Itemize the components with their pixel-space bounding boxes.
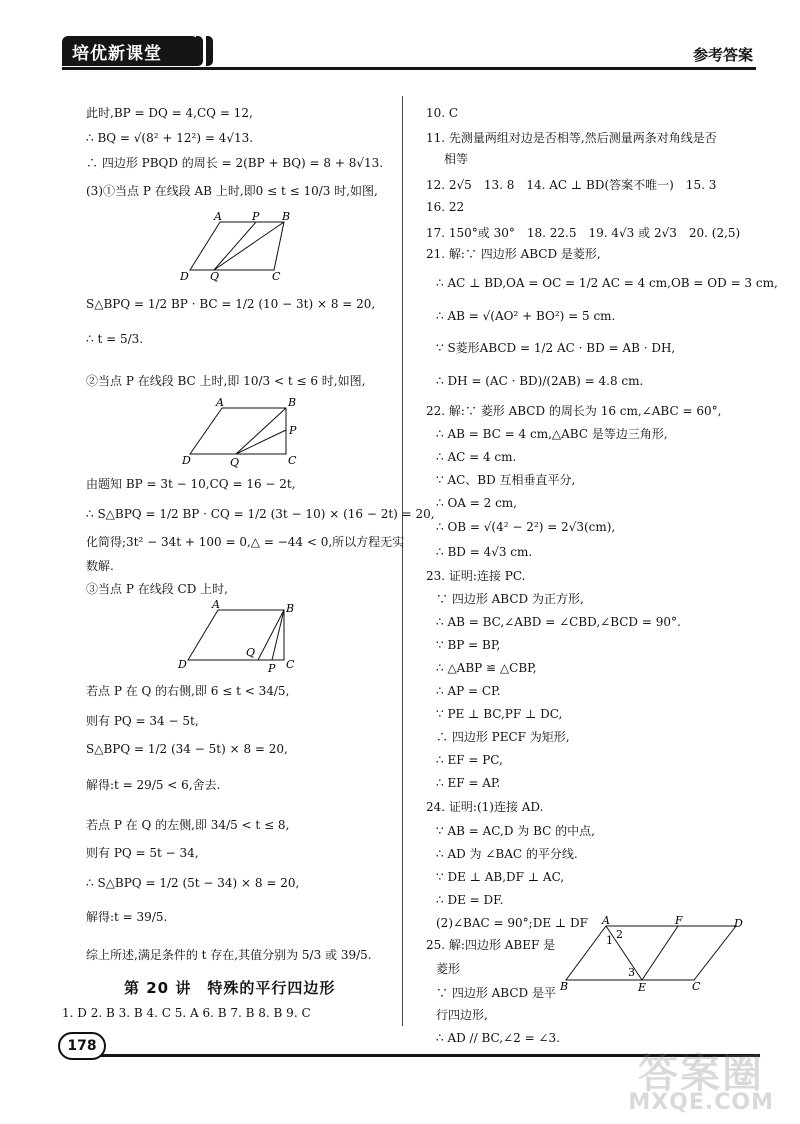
fig-label: P [268, 662, 276, 672]
fig-label: Q [246, 646, 256, 659]
text-line: 则有 PQ = 34 − 5t, [86, 714, 199, 728]
fig-label: A [602, 914, 610, 927]
text-line: 17. 150°或 30° 18. 22.5 19. 4√3 或 2√3 20. (2,5) [426, 226, 741, 240]
text-line: 10. C [426, 106, 459, 120]
fig-label: 3 [628, 966, 635, 979]
text-line: ∵ S菱形ABCD = 1/2 AC · BD = AB · DH, [436, 341, 676, 355]
text-line: ∴ EF = AP. [436, 776, 501, 790]
text-line: ∵ AB = AC,D 为 BC 的中点, [436, 824, 595, 838]
text-line: ∴ DE = DF. [436, 893, 504, 907]
text-line: ∴ OB = √(4² − 2²) = 2√3(cm), [436, 520, 616, 534]
text-line: 11. 先测量两组对边是否相等,然后测量两条对角线是否 [426, 131, 717, 145]
text-line: 解得:t = 39/5. [86, 910, 168, 924]
fig-label: B [282, 212, 291, 223]
fig-label: D [734, 917, 743, 930]
text-line: ②当点 P 在线段 BC 上时,即 10/3 < t ≤ 6 时,如图, [86, 374, 366, 388]
text-line: 数解. [86, 559, 114, 573]
figure-parallelogram-1 [176, 212, 296, 287]
text-line: ③当点 P 在线段 CD 上时, [86, 582, 228, 596]
column-divider [402, 96, 403, 1026]
fig-label: C [692, 980, 701, 992]
book-title: 培优新课堂 [72, 43, 162, 64]
text-line: ∴ AD // BC,∠2 = ∠3. [436, 1031, 560, 1045]
figure-parallelogram-4 [558, 914, 748, 997]
text-line: 23. 证明:连接 PC. [426, 569, 526, 583]
fig-label: P [252, 212, 260, 223]
text-line: ∵ PE ⊥ BC,PF ⊥ DC, [436, 707, 563, 721]
text-line: 菱形 [436, 962, 461, 976]
fig-label: C [288, 454, 297, 467]
fig-label: B [286, 602, 295, 615]
text-line: 16. 22 [426, 200, 465, 214]
text-line: ∴ EF = PC, [436, 753, 503, 767]
text-line: 行四边形, [436, 1008, 488, 1022]
text-line: ∴ BD = 4√3 cm. [436, 545, 533, 559]
text-line: ∴ t = 5/3. [86, 332, 144, 346]
fig-label: D [178, 658, 187, 671]
text-line: ∴ AB = √(AO² + BO²) = 5 cm. [436, 309, 616, 323]
text-line: ∴ S△BPQ = 1/2 BP · CQ = 1/2 (3t − 10) × (16 − 2t) = 20, [86, 507, 435, 521]
fig-label: P [289, 424, 297, 437]
figure-parallelogram-2 [182, 396, 302, 473]
text-line: 此时,BP = DQ = 4,CQ = 12, [86, 106, 253, 120]
text-line: 24. 证明:(1)连接 AD. [426, 800, 544, 814]
header-rule [62, 67, 756, 70]
text-line: 若点 P 在 Q 的左侧,即 34/5 < t ≤ 8, [86, 818, 290, 832]
text-line: 由题知 BP = 3t − 10,CQ = 16 − 2t, [86, 477, 296, 491]
fig-label: F [675, 914, 683, 927]
text-line: 相等 [444, 152, 469, 166]
text-line: ∴ AC = 4 cm. [436, 450, 517, 464]
text-line: ∴ AB = BC,∠ABD = ∠CBD,∠BCD = 90°. [436, 615, 681, 629]
fig-label: Q [230, 456, 240, 468]
page-number: 178 [58, 1032, 106, 1060]
text-line: ∴ AP = CP. [436, 684, 501, 698]
section-heading: 第 20 讲 特殊的平行四边形 [124, 979, 336, 997]
text-line: ∵ 四边形 ABCD 是平 [436, 986, 556, 1000]
text-line: ∵ DE ⊥ AB,DF ⊥ AC, [436, 870, 565, 884]
text-line: ∵ 四边形 ABCD 为正方形, [436, 592, 584, 606]
fig-label: A [212, 598, 220, 611]
text-line: ∴ AB = BC = 4 cm,△ABC 是等边三角形, [436, 427, 668, 441]
text-line: S△BPQ = 1/2 BP · BC = 1/2 (10 − 3t) × 8 = 20, [86, 297, 376, 311]
text-line: ∴ DH = (AC · BD)/(2AB) = 4.8 cm. [436, 374, 644, 388]
fig-label: E [638, 981, 647, 992]
text-line: 21. 解:∵ 四边形 ABCD 是菱形, [426, 247, 601, 261]
text-line: 解得:t = 29/5 < 6,舍去. [86, 778, 221, 792]
text-line: ∴ △ABP ≌ △CBP, [436, 661, 537, 675]
text-line: ∴ AC ⊥ BD,OA = OC = 1/2 AC = 4 cm,OB = OD = 3 cm, [436, 276, 778, 290]
book-title-tab [62, 36, 198, 66]
text-line: 1. D 2. B 3. B 4. C 5. A 6. B 7. B 8. B 9. C [62, 1006, 311, 1020]
fig-label: C [272, 270, 281, 282]
text-line: (2)∠BAC = 90°;DE ⊥ DF [436, 916, 588, 930]
fig-label: A [214, 212, 222, 223]
text-line: 综上所述,满足条件的 t 存在,其值分别为 5/3 或 39/5. [86, 948, 372, 962]
text-line: 则有 PQ = 5t − 34, [86, 846, 199, 860]
fig-label: B [560, 980, 569, 992]
text-line: 若点 P 在 Q 的右侧,即 6 ≤ t < 34/5, [86, 684, 290, 698]
fig-label: B [288, 396, 297, 409]
fig-label: 2 [616, 928, 623, 941]
watermark-logo: 答案圈 MXQE.COM [628, 1051, 774, 1115]
fig-label: 1 [606, 934, 613, 947]
text-line: ∴ OA = 2 cm, [436, 496, 517, 510]
text-line: 化简得;3t² − 34t + 100 = 0,△ = −44 < 0,所以方程无实 [86, 535, 405, 549]
fig-label: Q [210, 270, 220, 282]
text-line: 25. 解:四边形 ABEF 是 [426, 938, 556, 952]
text-line: ∴ S△BPQ = 1/2 (5t − 34) × 8 = 20, [86, 876, 300, 890]
text-line: 12. 2√5 13. 8 14. AC ⊥ BD(答案不唯一) 15. 3 [426, 178, 717, 192]
fig-label: D [180, 270, 189, 282]
text-line: ∴ AD 为 ∠BAC 的平分线. [436, 847, 578, 861]
text-line: ∴ 四边形 PBQD 的周长 = 2(BP + BQ) = 8 + 8√13. [86, 156, 384, 170]
section-label: 参考答案 [692, 46, 753, 64]
fig-label: C [286, 658, 295, 671]
fig-label: D [182, 454, 191, 467]
text-line: (3)①当点 P 在线段 AB 上时,即0 ≤ t ≤ 10/3 时,如图, [86, 184, 378, 198]
text-line: S△BPQ = 1/2 (34 − 5t) × 8 = 20, [86, 742, 288, 756]
header-bars-decoration [186, 36, 213, 66]
figure-parallelogram-3 [176, 598, 302, 677]
text-line: ∴ 四边形 PECF 为矩形, [436, 730, 570, 744]
fig-label: A [216, 396, 224, 409]
text-line: 22. 解:∵ 菱形 ABCD 的周长为 16 cm,∠ABC = 60°, [426, 404, 722, 418]
text-line: ∵ AC、BD 互相垂直平分, [436, 473, 576, 487]
text-line: ∴ BQ = √(8² + 12²) = 4√13. [86, 131, 254, 145]
text-line: ∵ BP = BP, [436, 638, 501, 652]
